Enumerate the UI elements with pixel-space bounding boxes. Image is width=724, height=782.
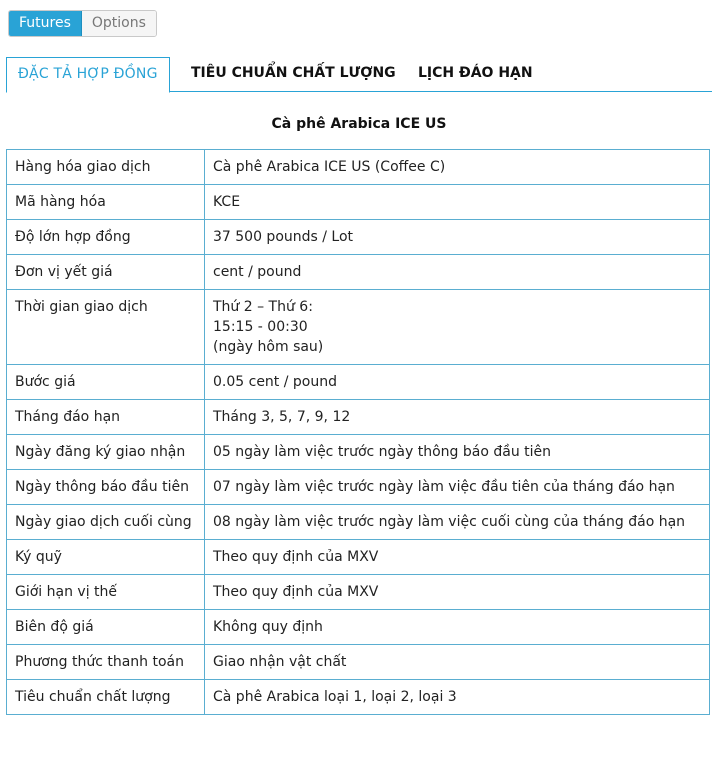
spec-value-line: 37 500 pounds / Lot [213, 229, 354, 245]
table-row [7, 505, 710, 540]
spec-value [205, 680, 710, 715]
table-row [7, 185, 710, 220]
spec-value-line: 0.05 cent / pound [213, 374, 337, 390]
spec-value [205, 435, 710, 470]
spec-label: Bước giá [7, 365, 205, 400]
table-row [7, 220, 710, 255]
spec-label: Phương thức thanh toán [7, 645, 205, 680]
spec-value-line: Tháng 3, 5, 7, 9, 12 [213, 409, 351, 425]
contract-spec-table [6, 149, 710, 715]
spec-value [205, 610, 710, 645]
spec-value-line: 15:15 - 00:30 [213, 319, 308, 335]
spec-value [205, 575, 710, 610]
spec-label: Thời gian giao dịch [7, 290, 205, 365]
spec-value-line: Giao nhận vật chất [213, 654, 347, 670]
table-row [7, 540, 710, 575]
spec-value [205, 400, 710, 435]
spec-value [205, 505, 710, 540]
spec-value [205, 220, 710, 255]
spec-label: Biên độ giá [7, 610, 205, 645]
spec-label: Ngày đăng ký giao nhận [7, 435, 205, 470]
spec-label: Ký quỹ [7, 540, 205, 575]
options-toggle-button[interactable]: Options [82, 11, 156, 36]
contract-title: Cà phê Arabica ICE US [271, 116, 447, 132]
spec-value-line: Không quy định [213, 619, 323, 635]
tab-quality-standard[interactable]: TIÊU CHUẨN CHẤT LƯỢNG [191, 65, 396, 81]
spec-value-line: Theo quy định của MXV [213, 549, 379, 565]
spec-value-line: Thứ 2 – Thứ 6: [213, 299, 313, 315]
spec-label: Độ lớn hợp đồng [7, 220, 205, 255]
contract-tabs [6, 57, 712, 92]
spec-value-line: cent / pound [213, 264, 302, 280]
spec-value-line: 07 ngày làm việc trước ngày làm việc đầu tiên của tháng đáo hạn [213, 479, 675, 495]
spec-value [205, 185, 710, 220]
spec-label: Ngày giao dịch cuối cùng [7, 505, 205, 540]
table-row [7, 400, 710, 435]
spec-label: Giới hạn vị thế [7, 575, 205, 610]
spec-value [205, 150, 710, 185]
table-row [7, 435, 710, 470]
table-row [7, 255, 710, 290]
spec-label: Tiêu chuẩn chất lượng [7, 680, 205, 715]
futures-toggle-button[interactable]: Futures [9, 11, 82, 36]
spec-value-line: Theo quy định của MXV [213, 584, 379, 600]
spec-label: Đơn vị yết giá [7, 255, 205, 290]
table-row [7, 610, 710, 645]
spec-value-line: 08 ngày làm việc trước ngày làm việc cuối cùng của tháng đáo hạn [213, 514, 686, 530]
table-row [7, 645, 710, 680]
product-type-toggle [8, 10, 157, 37]
spec-value-line: Cà phê Arabica ICE US (Coffee C) [213, 159, 446, 175]
table-row [7, 680, 710, 715]
spec-label: Tháng đáo hạn [7, 400, 205, 435]
table-row [7, 575, 710, 610]
spec-value-line: 05 ngày làm việc trước ngày thông báo đầu tiên [213, 444, 552, 460]
tab-expiry-schedule[interactable]: LỊCH ĐÁO HẠN [418, 65, 533, 81]
table-row [7, 365, 710, 400]
table-row [7, 150, 710, 185]
spec-label: Ngày thông báo đầu tiên [7, 470, 205, 505]
spec-value [205, 365, 710, 400]
spec-value [205, 540, 710, 575]
table-row [7, 470, 710, 505]
table-row [7, 290, 710, 365]
spec-value-line: (ngày hôm sau) [213, 339, 324, 355]
spec-value-line: KCE [213, 194, 241, 210]
spec-value [205, 470, 710, 505]
spec-label: Mã hàng hóa [7, 185, 205, 220]
spec-label: Hàng hóa giao dịch [7, 150, 205, 185]
spec-value [205, 255, 710, 290]
tab-contract-spec[interactable]: ĐẶC TẢ HỢP ĐỒNG [6, 57, 170, 93]
spec-value [205, 645, 710, 680]
spec-value [205, 290, 710, 365]
spec-value-line: Cà phê Arabica loại 1, loại 2, loại 3 [213, 689, 457, 705]
